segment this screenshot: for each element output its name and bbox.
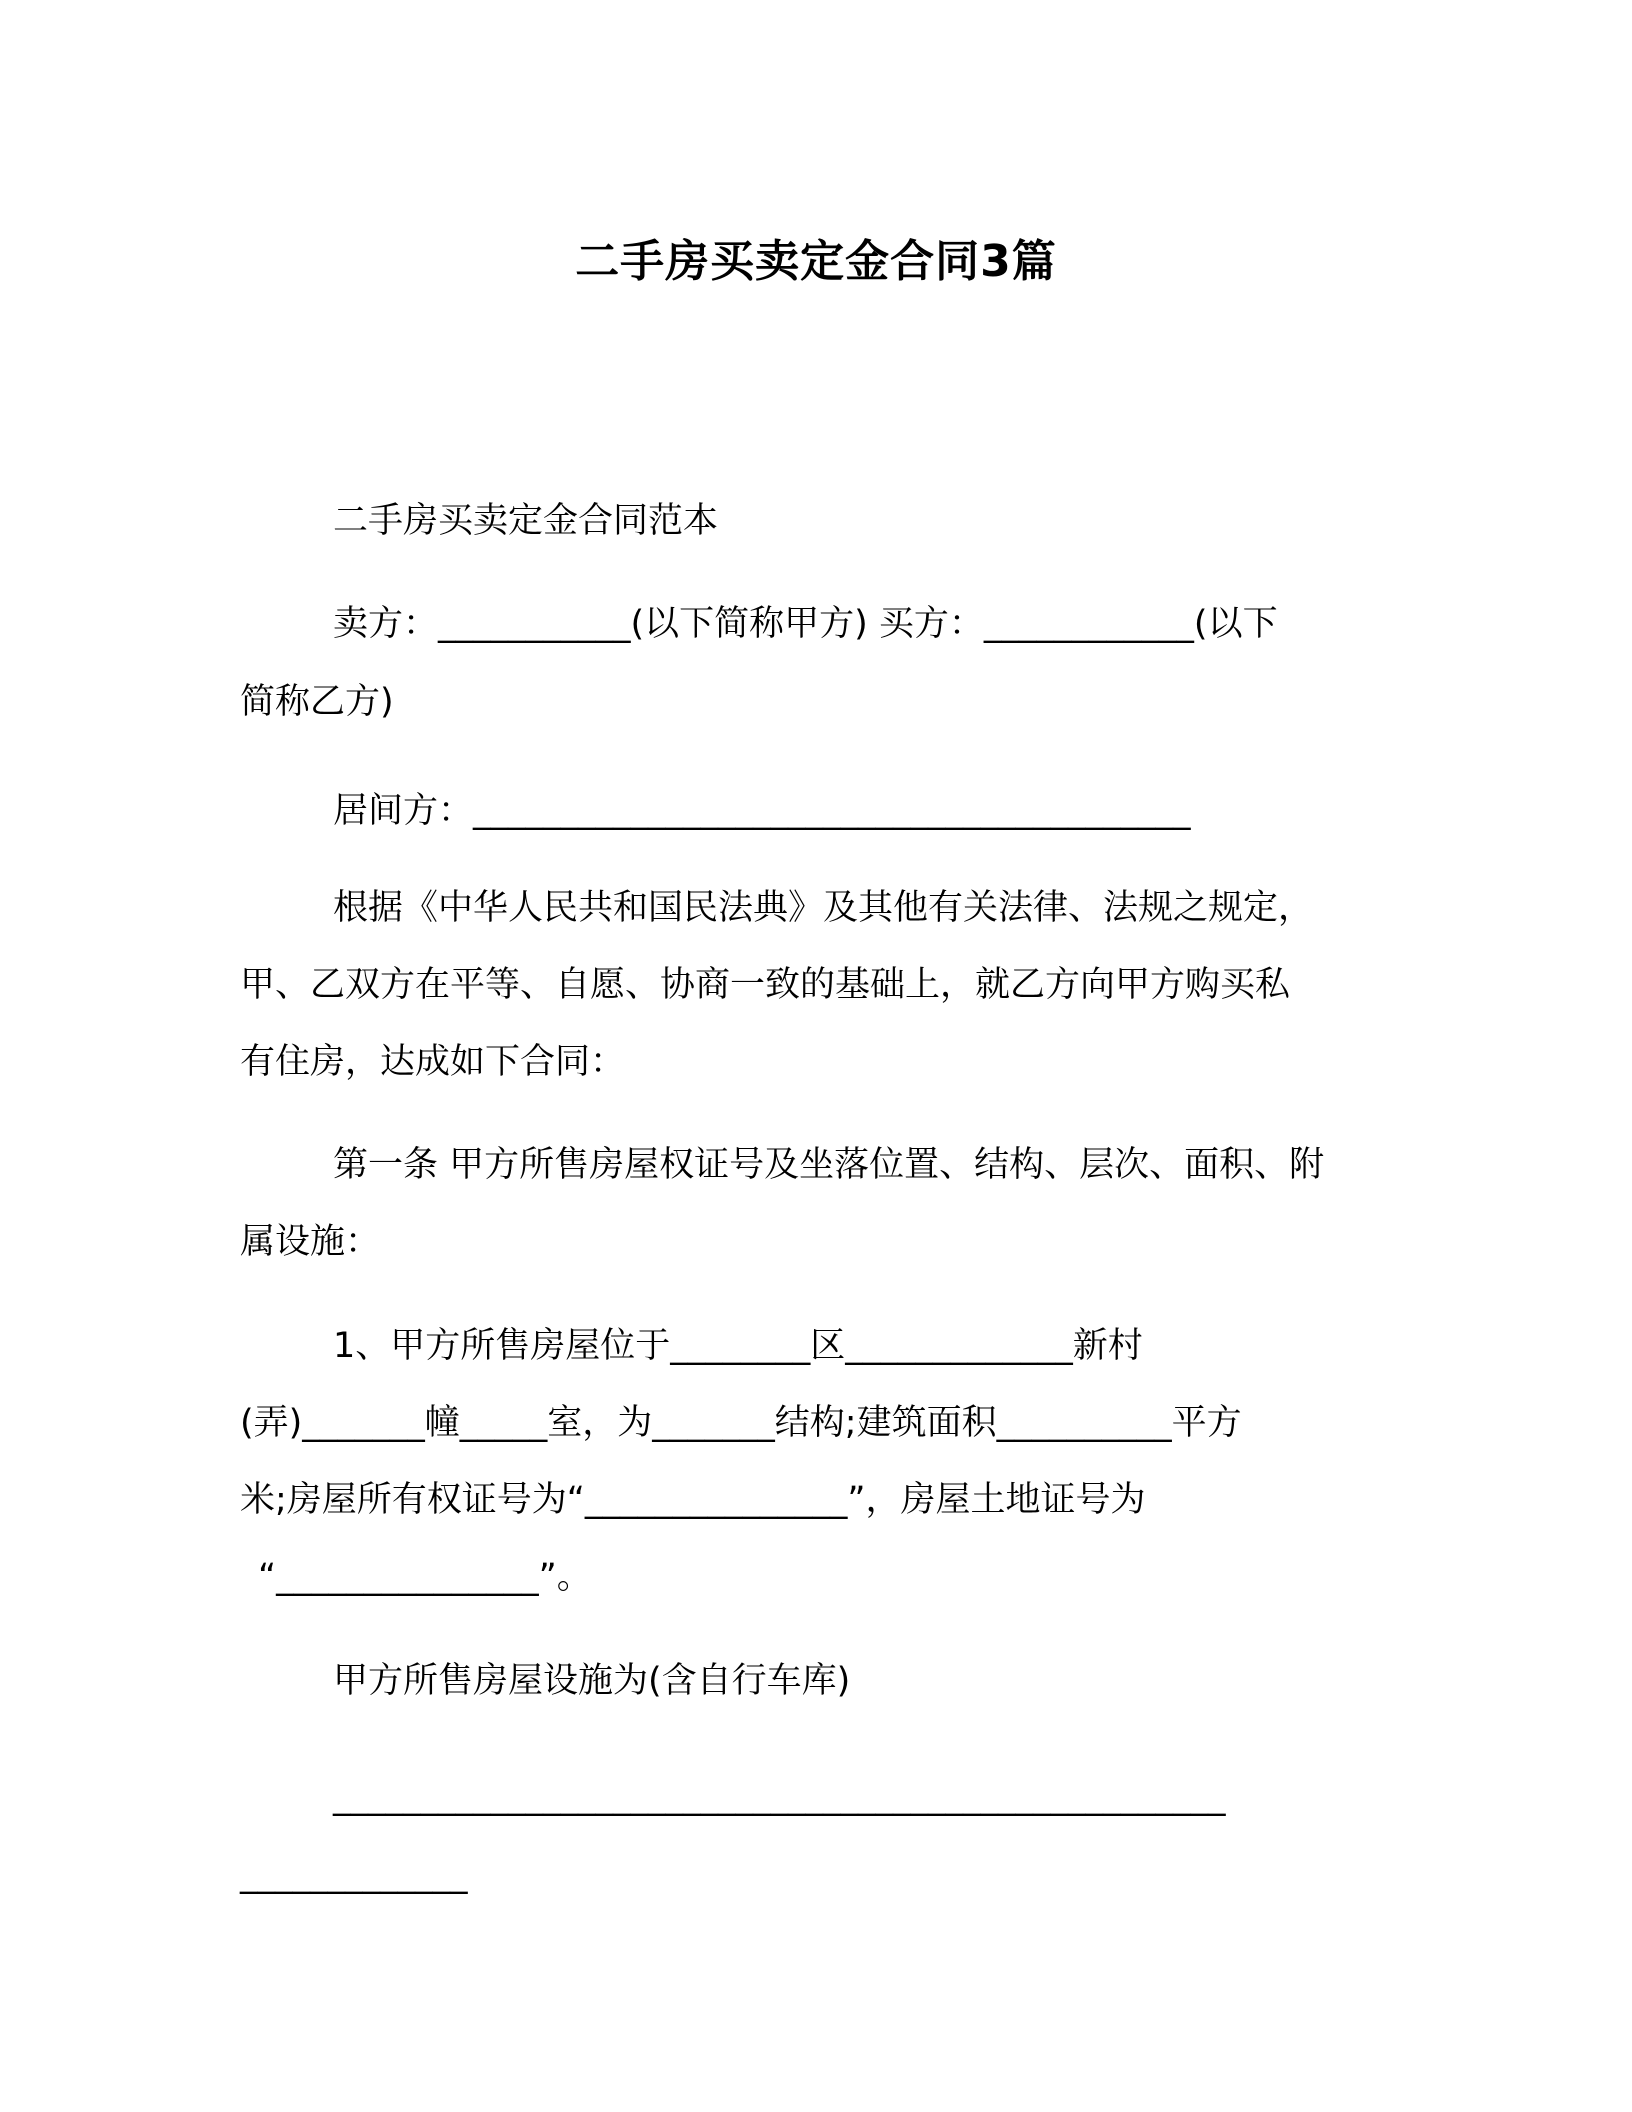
- document-title: 二手房买卖定金合同3篇: [575, 236, 1057, 287]
- parties-line-1: 卖方：___________(以下简称甲方) 买方：____________(以下: [333, 604, 1278, 644]
- subtitle: 二手房买卖定金合同范本: [333, 501, 719, 541]
- item-1-line-1: 1、甲方所售房屋位于________区_____________新村: [333, 1326, 1143, 1366]
- article-1-line-1: 第一条 甲方所售房屋权证号及坐落位置、结构、层次、面积、附: [333, 1145, 1325, 1185]
- item-1-line-4: “_______________”。: [258, 1557, 592, 1597]
- facilities-line: 甲方所售房屋设施为(含自行车库): [333, 1661, 851, 1701]
- basis-line-2: 甲、乙双方在平等、自愿、协商一致的基础上，就乙方向甲方购买私: [240, 965, 1291, 1005]
- item-1-line-3: 米;房屋所有权证号为“_______________”，房屋土地证号为: [240, 1480, 1146, 1520]
- parties-line-2: 简称乙方): [240, 682, 394, 722]
- broker-line: 居间方：_________________________________________: [333, 791, 1191, 831]
- article-1-line-2: 属设施：: [240, 1222, 381, 1262]
- basis-line-1: 根据《中华人民共和国民法典》及其他有关法律、法规之规定，: [333, 888, 1314, 928]
- item-1-line-2: (弄)_______幢_____室，为_______结构;建筑面积__________平方: [240, 1403, 1242, 1443]
- basis-line-3: 有住房，达成如下合同：: [240, 1042, 626, 1082]
- blank-line-2: _____________: [240, 1855, 468, 1895]
- blank-line-1: ___________________________________________________: [333, 1777, 1226, 1817]
